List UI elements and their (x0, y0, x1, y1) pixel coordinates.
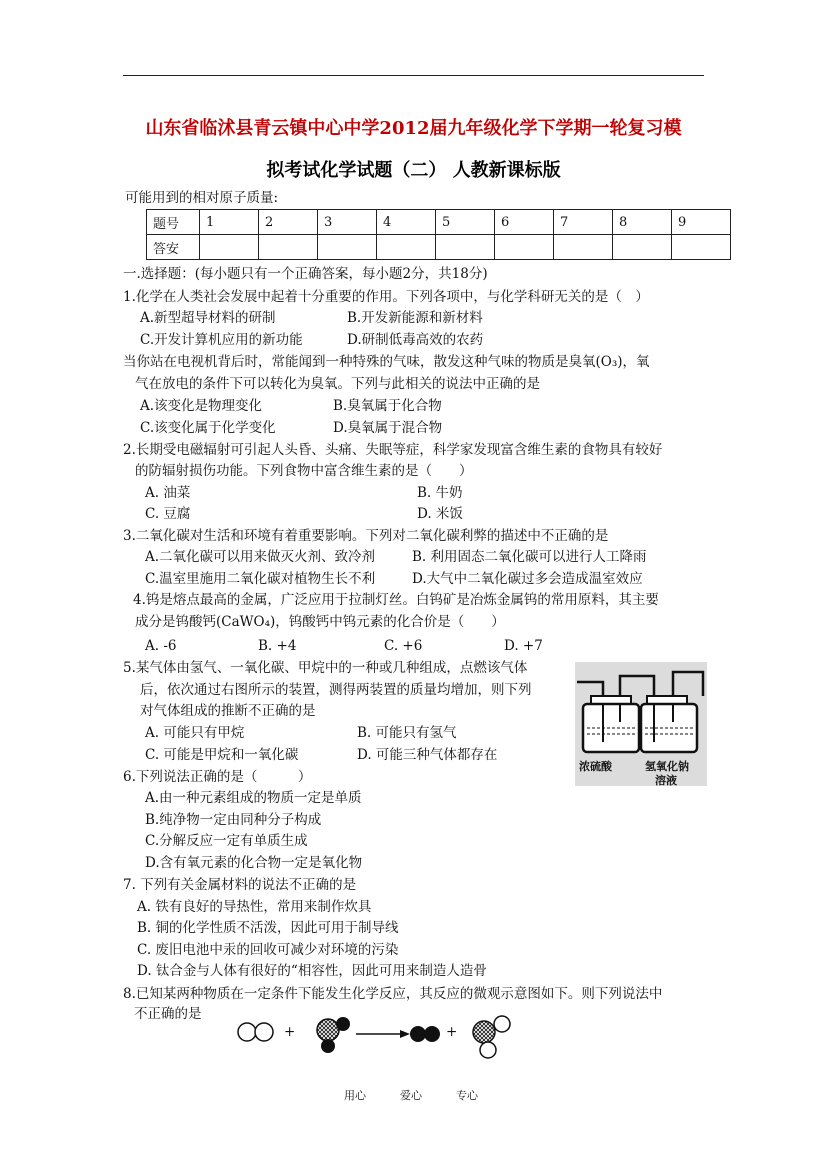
question-1-stem: 1.化学在人类社会发展中起着十分重要的作用。下列各项中，与化学科研无关的是（ ） (123, 289, 649, 305)
black-atom-icon (410, 1026, 426, 1042)
fig-label-naoh: 氢氧化钠 (645, 760, 689, 773)
plus-sign-2: + (446, 1024, 458, 1040)
question-6-option-d: D.含有氧元素的化合物一定是氧化物 (145, 855, 363, 871)
answer-table-number: 7 (554, 210, 613, 235)
question-5-option-d: D. 可能三种气体都存在 (357, 747, 498, 763)
question-ozone-option-d: D.臭氧属于混合物 (333, 420, 443, 436)
question-6-option-a: A.由一种元素组成的物质一定是单质 (145, 790, 362, 806)
question-5-stem-line1: 5.某气体由氢气、一氧化碳、甲烷中的一种或几种组成，点燃该气体 (123, 660, 528, 676)
question-4-option-d: D. +7 (504, 638, 543, 654)
answer-table-number: 5 (436, 210, 495, 235)
question-1-option-b: B.开发新能源和新材料 (347, 310, 483, 326)
white-atom-icon (494, 1016, 510, 1032)
question-1-option-d: D.研制低毒高效的农药 (347, 332, 484, 348)
answer-cell (436, 235, 495, 260)
question-2-option-a: A. 油菜 (145, 485, 191, 501)
white-atom-icon (480, 1042, 496, 1058)
answer-cell (377, 235, 436, 260)
hatched-atom-icon (317, 1019, 339, 1041)
footer-text-2: 爱心 (400, 1089, 422, 1102)
answer-table-number: 1 (200, 210, 259, 235)
answer-table-number: 8 (613, 210, 672, 235)
footer-text-3: 专心 (456, 1089, 478, 1102)
question-2-option-c: C. 豆腐 (145, 506, 191, 522)
hatched-atom-icon (473, 1021, 495, 1043)
answer-cell (495, 235, 554, 260)
reaction-molecules (232, 1012, 522, 1060)
question-4-option-c: C. +6 (384, 638, 423, 654)
question-ozone-option-a: A.该变化是物理变化 (140, 398, 263, 414)
question-2-stem-line2: 的防辐射损伤功能。下列食物中富含维生素的是（ ） (135, 463, 473, 479)
answer-table-header-answer: 答安 (147, 235, 200, 260)
fig-label-solution: 溶液 (655, 774, 677, 787)
question-4-option-b: B. +4 (258, 638, 297, 654)
question-ozone-stem-line2: 气在放电的条件下可以转化为臭氧。下列与此相关的说法中正确的是 (135, 376, 540, 392)
question-1-option-a: A.新型超导材料的研制 (140, 310, 276, 326)
answer-table-number: 2 (259, 210, 318, 235)
question-ozone-option-c: C.该变化属于化学变化 (140, 420, 276, 436)
document-title-line1: 山东省临沭县青云镇中心中学2012届九年级化学下学期一轮复习模 (145, 118, 682, 139)
answer-cell (318, 235, 377, 260)
answer-table-number: 3 (318, 210, 377, 235)
gas-washing-apparatus-figure (575, 662, 707, 786)
black-atom-icon (336, 1017, 350, 1031)
question-4-option-a: A. -6 (145, 638, 177, 654)
black-atom-icon (321, 1039, 335, 1053)
document-title-line2: 拟考试化学试题（二） 人教新课标版 (266, 160, 561, 181)
question-7-option-a: A. 铁有良好的导热性，常用来制作炊具 (137, 899, 372, 915)
answer-cell (613, 235, 672, 260)
question-4-stem-line2: 成分是钨酸钙(CaWO₄)，钨酸钙中钨元素的化合价是（ ） (135, 614, 505, 630)
question-3-stem: 3.二氧化碳对生活和环境有着重要影响。下列对二氧化碳利弊的描述中不正确的是 (123, 528, 609, 544)
question-2-stem-line1: 2.长期受电磁辐射可引起人头昏、头痛、失眠等症，科学家发现富含维生素的食物具有较好 (123, 442, 663, 458)
answer-cell (259, 235, 318, 260)
question-7-option-d: D. 钛合金与人体有很好的“相容性，因此可用来制造人造骨 (137, 963, 487, 979)
section-heading: 一.选择题：(每小题只有一个正确答案，每小题2分，共18分) (123, 266, 488, 282)
answer-cell (554, 235, 613, 260)
question-7-stem: 7. 下列有关金属材料的说法不正确的是 (123, 877, 357, 893)
answer-table (146, 209, 731, 260)
question-5-option-c: C. 可能是甲烷和一氧化碳 (145, 747, 299, 763)
arrow-head-icon (400, 1030, 410, 1038)
fig-label-sulfuric-acid: 浓硫酸 (579, 760, 612, 773)
question-8-stem-line2: 不正确的是 (134, 1006, 202, 1022)
answer-table-header-number: 题号 (147, 210, 200, 235)
reaction-diagram (232, 1012, 522, 1060)
question-5-option-a: A. 可能只有甲烷 (145, 725, 245, 741)
question-6-stem: 6.下列说法正确的是（ ） (123, 769, 312, 785)
answer-table-number: 9 (672, 210, 731, 235)
question-5-stem-line2: 后，依次通过右图所示的装置，测得两装置的质量均增加，则下列 (140, 682, 532, 698)
answer-table-number: 4 (377, 210, 436, 235)
question-8-stem-line1: 8.已知某两种物质在一定条件下能发生化学反应，其反应的微观示意图如下。则下列说法中 (123, 986, 663, 1002)
white-atom-icon (238, 1023, 256, 1041)
question-3-option-b: B. 利用固态二氧化碳可以进行人工降雨 (412, 549, 647, 565)
question-6-option-c: C.分解反应一定有单质生成 (145, 833, 308, 849)
question-3-option-a: A.二氧化碳可以用来做灭火剂、致冷剂 (145, 549, 376, 565)
question-1-option-c: C.开发计算机应用的新功能 (140, 332, 303, 348)
question-3-option-d: D.大气中二氧化碳过多会造成温室效应 (412, 571, 643, 587)
question-4-stem-line1: 4.钨是熔点最高的金属，广泛应用于拉制灯丝。白钨矿是冶炼金属钨的常用原料，其主要 (133, 592, 659, 608)
question-3-option-c: C.温室里施用二氧化碳对植物生长不利 (145, 571, 376, 587)
answer-cell (672, 235, 731, 260)
footer-text-1: 用心 (344, 1089, 366, 1102)
answer-cell (200, 235, 259, 260)
white-atom-icon (255, 1023, 273, 1041)
question-7-option-b: B. 铜的化学性质不活泼，因此可用于制导线 (137, 920, 399, 936)
question-7-option-c: C. 废旧电池中汞的回收可减少对环境的污染 (137, 942, 399, 958)
question-2-option-b: B. 牛奶 (417, 485, 463, 501)
question-ozone-stem-line1: 当你站在电视机背后时，常能闻到一种特殊的气味，散发这种气味的物质是臭氧(O₃)，氧 (123, 354, 650, 370)
header-rule (123, 75, 704, 76)
question-ozone-option-b: B.臭氧属于化合物 (333, 398, 442, 414)
question-6-option-b: B.纯净物一定由同种分子构成 (145, 812, 322, 828)
question-5-stem-line3: 对气体组成的推断不正确的是 (140, 703, 316, 719)
question-5-option-b: B. 可能只有氢气 (357, 725, 457, 741)
plus-sign-1: + (284, 1024, 296, 1040)
atomic-mass-label: 可能用到的相对原子质量: (125, 190, 279, 206)
question-2-option-d: D. 米饭 (417, 506, 463, 522)
black-atom-icon (424, 1026, 440, 1042)
answer-table-number: 6 (495, 210, 554, 235)
